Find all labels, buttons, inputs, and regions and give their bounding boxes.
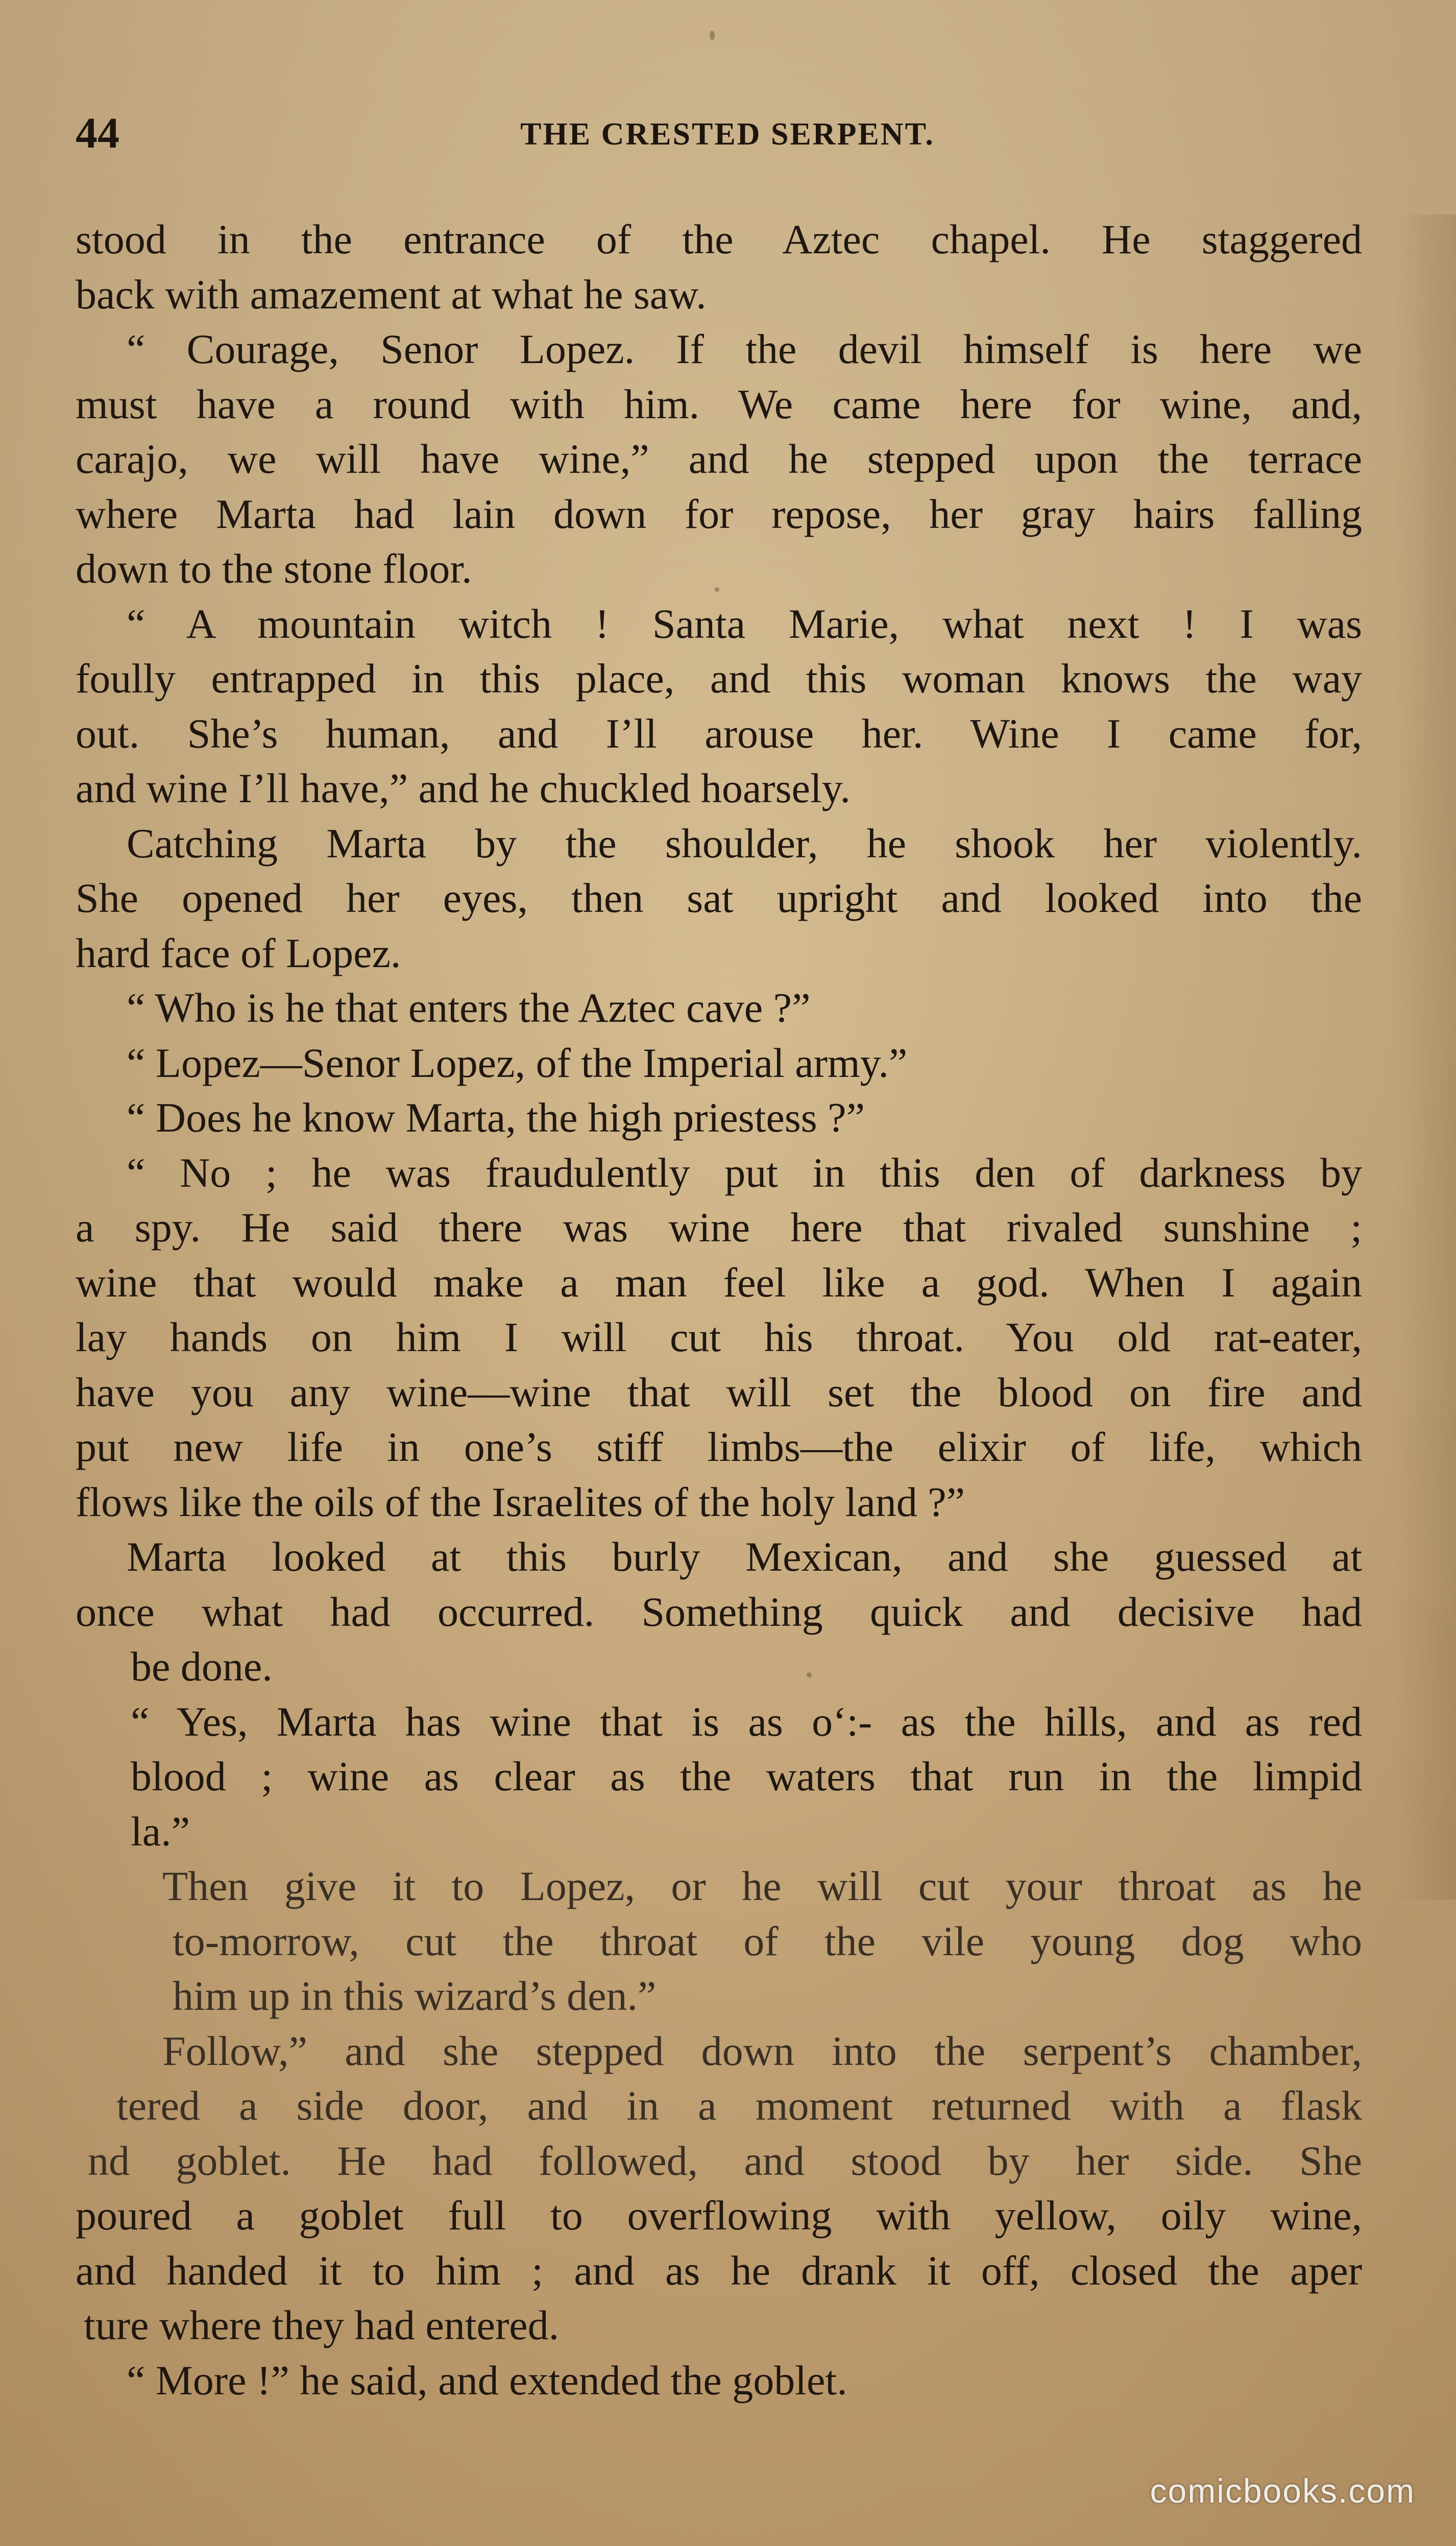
text-line: la.” [131,1808,190,1855]
text-line: out. She’s human, and I’ll arouse her. Wine I came for, [76,710,1362,757]
text-line: carajo, we will have wine,” and he stepped upon the terrace [76,436,1362,482]
text-line: She opened her eyes, then sat upright and looked into the [76,875,1362,921]
text-line: Then give it to Lopez, or he will cut your throat as he [162,1863,1362,1909]
text-line: Catching Marta by the shoulder, he shook her violently. [127,820,1362,867]
text-line: “ Does he know Marta, the high priestess ?” [127,1094,865,1141]
text-line: poured a goblet full to overflowing with yellow, oily wine, [76,2192,1362,2239]
text-line: nd goblet. He had followed, and stood by her side. She [88,2137,1362,2184]
text-line: down to the stone floor. [76,545,472,592]
text-line: must have a round with him. We came here for wine, and, [76,380,1362,427]
text-line: wine that would make a man feel like a god. When I again [76,1259,1362,1306]
text-line: Marta looked at this burly Mexican, and she guessed at [127,1533,1362,1580]
text-line: lay hands on him I will cut his throat. You old rat-eater, [76,1314,1362,1360]
text-line: “ A mountain witch ! Santa Marie, what next ! I was [127,600,1362,647]
body-text [76,212,1362,2408]
text-line: a spy. He said there was wine here that rivaled sunshine ; [76,1204,1362,1251]
text-line: where Marta had lain down for repose, her gray hairs falling [76,490,1362,537]
text-line: tered a side door, and in a moment returned with a flask [116,2082,1362,2129]
text-line: “ Who is he that enters the Aztec cave ?” [127,984,811,1031]
text-line: and handed it to him ; and as he drank it off, closed the aper [76,2247,1362,2294]
text-line: Follow,” and she stepped down into the serpent’s chamber, [162,2027,1362,2074]
text-line: “ Courage, Senor Lopez. If the devil himself is here we [127,326,1362,372]
page-header [76,102,1379,169]
page-edge-shadow [1395,214,1456,1900]
running-title: THE CRESTED SERPENT. [520,117,935,152]
text-line: ture where they had entered. [84,2302,560,2348]
text-line: flows like the oils of the Israelites of the holy land ?” [76,1478,965,1525]
watermark: comicbooks.com [1150,2472,1415,2510]
text-line: put new life in one’s stiff limbs—the elixir of life, which [76,1424,1362,1470]
text-line: blood ; wine as clear as the waters that run in the limpid [131,1753,1362,1799]
text-line: back with amazement at what he saw. [76,271,707,318]
text-line: foully entrapped in this place, and this woman knows the way [76,655,1362,702]
text-line: him up in this wizard’s den.” [173,1973,657,2019]
page-number: 44 [76,108,119,157]
text-line: be done. [131,1643,273,1690]
text-line: “ Lopez—Senor Lopez, of the Imperial army.” [127,1039,908,1086]
text-line: “ More !” he said, and extended the goblet. [127,2357,847,2404]
text-line: “ Yes, Marta has wine that is as o‘:- as the hills, and as red [131,1698,1362,1745]
text-line: to-morrow, cut the throat of the vile young dog who [173,1917,1362,1964]
text-line: and wine I’ll have,” and he chuckled hoarsely. [76,765,851,811]
text-line: have you any wine—wine that will set the blood on fire and [76,1368,1362,1415]
text-line: stood in the entrance of the Aztec chapel. He staggered [76,216,1362,262]
text-line: once what had occurred. Something quick and decisive had [76,1588,1362,1635]
text-line: hard face of Lopez. [76,929,401,976]
text-line: “ No ; he was fraudulently put in this den of darkness by [127,1149,1362,1196]
